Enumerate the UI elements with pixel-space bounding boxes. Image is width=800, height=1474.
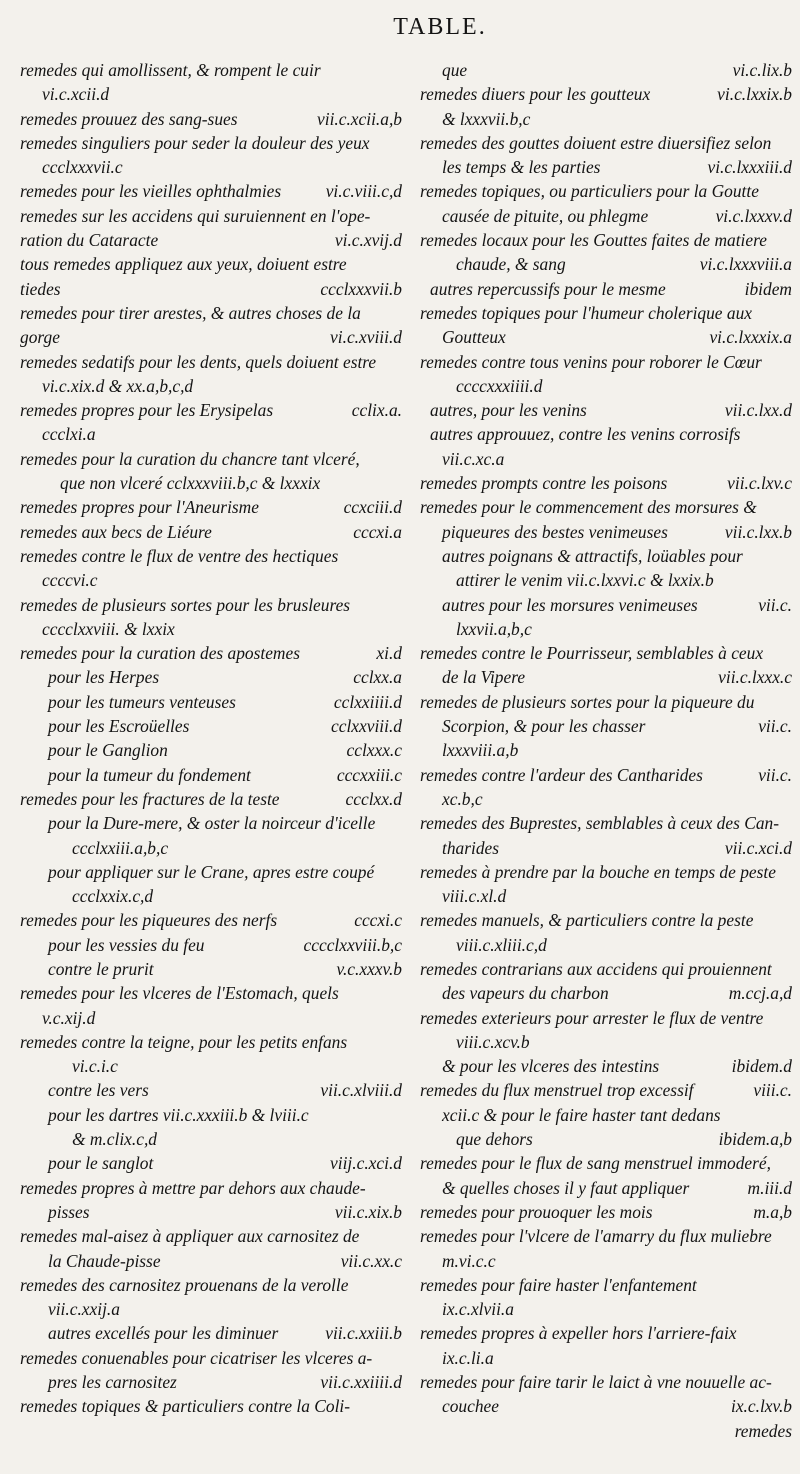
index-entry-line xyxy=(420,738,792,762)
index-entry-line xyxy=(20,155,402,179)
index-entry-line xyxy=(420,1321,792,1345)
index-entry-line xyxy=(20,884,402,908)
index-entry-line xyxy=(420,957,792,981)
entry-reference: m.ccj.a,d xyxy=(728,983,792,1004)
index-entry-line xyxy=(420,1346,792,1370)
index-entry-line xyxy=(20,1346,402,1370)
entry-text: xc.b,c xyxy=(442,788,483,809)
index-entry-line xyxy=(420,811,792,835)
entry-reference: xi.d xyxy=(376,643,402,664)
index-entry-line xyxy=(420,155,792,179)
entry-text: remedes pour le commencement des morsures & xyxy=(420,497,757,518)
index-entry-line xyxy=(20,422,402,446)
index-entry-line xyxy=(20,908,402,932)
index-entry-line xyxy=(420,981,792,1005)
index-entry-line xyxy=(420,763,792,787)
entry-reference: vii.c.xcii.a,b xyxy=(317,108,402,129)
entry-reference: vii.c.xlviii.d xyxy=(320,1080,402,1101)
entry-text: cccclxxviii. & lxxix xyxy=(42,618,175,639)
index-entry-line xyxy=(420,1006,792,1030)
entry-reference: vii.c.xxiii.b xyxy=(325,1323,402,1344)
entry-text: pour la tumeur du fondement xyxy=(48,764,251,785)
entry-text: & lxxxvii.b,c xyxy=(442,108,531,129)
entry-text: les temps & les parties xyxy=(442,157,601,178)
index-entry-line xyxy=(420,665,792,689)
index-entry-line xyxy=(420,1224,792,1248)
entry-reference: viii.c. xyxy=(753,1080,792,1101)
entry-text: ix.c.li.a xyxy=(442,1347,494,1368)
entry-text: remedes du flux menstruel trop excessif xyxy=(420,1080,694,1101)
index-entry-line xyxy=(20,325,402,349)
entry-text: remedes contre le Pourrisseur, semblables à ceux xyxy=(420,643,764,664)
index-entry-line xyxy=(20,1103,402,1127)
index-entry-line xyxy=(420,58,792,82)
index-entry-line xyxy=(20,58,402,82)
index-entry-line xyxy=(420,82,792,106)
entry-reference: vi.c.viii.c,d xyxy=(325,181,402,202)
entry-reference: vii.c.xci.d xyxy=(724,837,792,858)
entry-text: pour les Herpes xyxy=(48,667,160,688)
entry-text: ccclxxix.c,d xyxy=(72,886,154,907)
entry-text: viii.c.xcv.b xyxy=(456,1031,530,1052)
entry-reference: vi.c.lxxxiii.d xyxy=(707,157,792,178)
index-entry-line xyxy=(420,107,792,131)
entry-reference: cccxxiii.c xyxy=(336,764,402,785)
entry-text: tharides xyxy=(442,837,500,858)
index-entry-line xyxy=(420,471,792,495)
entry-text: remedes pour la curation des apostemes xyxy=(20,643,300,664)
entry-text: autres approuuez, contre les venins corrosifs xyxy=(430,424,741,445)
entry-text: remedes locaux pour les Gouttes faites de matiere xyxy=(420,230,767,251)
index-entry-line xyxy=(420,398,792,422)
index-entry-line xyxy=(420,787,792,811)
entry-text: remedes pour faire haster l'enfantement xyxy=(420,1274,697,1295)
index-entry-line xyxy=(20,714,402,738)
entry-reference: vii.c.lxx.d xyxy=(724,400,792,421)
entry-text: pour les Escroüelles xyxy=(48,716,190,737)
entry-text: remedes de plusieurs sortes pour la piqueure du xyxy=(420,691,755,712)
entry-text: remedes conuenables pour cicatriser les vlceres a- xyxy=(20,1347,373,1368)
entry-reference: cclxxiiii.d xyxy=(333,691,402,712)
entry-text: ccccvi.c xyxy=(42,570,98,591)
index-entry-line xyxy=(20,787,402,811)
index-entry-line xyxy=(20,1151,402,1175)
entry-text: remedes des gouttes doiuent estre diuersifiez selon xyxy=(420,132,772,153)
entry-text: vi.c.i.c xyxy=(72,1056,118,1077)
entry-text: remedes singuliers pour seder la douleur des yeux xyxy=(20,132,370,153)
index-entry-line xyxy=(20,544,402,568)
index-entry-line xyxy=(420,1176,792,1200)
index-entry-line xyxy=(20,374,402,398)
entry-text: remedes contre la teigne, pour les petits enfans xyxy=(20,1031,348,1052)
entry-text: pour le Ganglion xyxy=(48,740,168,761)
entry-text: vi.c.xcii.d xyxy=(42,84,110,105)
entry-text: remedes propres pour l'Aneurisme xyxy=(20,497,259,518)
entry-text: remedes topiques pour l'humeur cholerique aux xyxy=(420,302,752,323)
entry-text: remedes des Buprestes, semblables à ceux des Can- xyxy=(420,813,779,834)
entry-text: tiedes xyxy=(20,278,61,299)
entry-text: remedes exterieurs pour arrester le flux de ventre xyxy=(420,1007,764,1028)
index-entry-line xyxy=(420,1273,792,1297)
entry-text: pour la Dure-mere, & oster la noirceur d'icelle xyxy=(48,813,376,834)
index-entry-line xyxy=(20,131,402,155)
index-entry-line xyxy=(20,665,402,689)
entry-text: autres repercussifs pour le mesme xyxy=(430,278,666,299)
entry-text: Goutteux xyxy=(442,327,506,348)
entry-reference: vii.c. xyxy=(758,764,792,785)
entry-text: viii.c.xl.d xyxy=(442,886,507,907)
entry-text: remedes pour faire tarir le laict à vne nouuelle ac- xyxy=(420,1372,772,1393)
entry-text: remedes pour prouoquer les mois xyxy=(420,1201,653,1222)
entry-text: pisses xyxy=(48,1201,90,1222)
index-entry-line xyxy=(420,495,792,519)
index-entry-line xyxy=(420,325,792,349)
entry-reference: vii.c.lxx.b xyxy=(724,521,792,542)
entry-text: autres excellés pour les diminuer xyxy=(48,1323,279,1344)
entry-text: vi.c.xix.d & xx.a,b,c,d xyxy=(42,375,194,396)
index-entry-line xyxy=(420,422,792,446)
entry-reference: ccclxxxvii.b xyxy=(320,278,402,299)
entry-text: remedes contrarians aux accidens qui prouiennent xyxy=(420,958,772,979)
index-entry-line xyxy=(420,447,792,471)
index-entry-line xyxy=(420,860,792,884)
entry-text: remedes prouuez des sang-sues xyxy=(20,108,238,129)
entry-text: viii.c.xliii.c,d xyxy=(456,934,547,955)
index-entry-line xyxy=(20,1321,402,1345)
entry-text: remedes qui amollissent, & rompent le cuir xyxy=(20,60,321,80)
index-entry-line xyxy=(20,179,402,203)
index-entry-line xyxy=(20,107,402,131)
entry-reference: viij.c.xci.d xyxy=(330,1153,402,1174)
entry-reference: vi.c.lxxxviii.a xyxy=(699,254,792,275)
entry-reference: cccxi.c xyxy=(354,910,402,931)
entry-reference: vi.c.xviii.d xyxy=(330,327,402,348)
index-entry-line xyxy=(20,1224,402,1248)
index-entry-line xyxy=(420,714,792,738)
index-entry-line xyxy=(420,1419,792,1443)
entry-text: v.c.xij.d xyxy=(42,1007,96,1028)
entry-text: causée de pituite, ou phlegme xyxy=(442,205,649,226)
index-entry-line xyxy=(20,836,402,860)
entry-text: remedes pour les vlceres de l'Estomach, quels xyxy=(20,983,339,1004)
index-entry-line xyxy=(420,544,792,568)
entry-text: que non vlceré cclxxxviii.b,c & lxxxix xyxy=(60,473,321,494)
entry-text: piqueures des bestes venimeuses xyxy=(442,521,668,542)
index-entry-line xyxy=(20,1030,402,1054)
index-entry-line xyxy=(420,179,792,203)
entry-reference: cclxx.a xyxy=(353,667,402,688)
index-entry-line xyxy=(420,1151,792,1175)
index-entry-line xyxy=(420,836,792,860)
entry-text: ccclxxiii.a,b,c xyxy=(72,837,169,858)
entry-text: ccclxi.a xyxy=(42,424,96,445)
index-entry-line xyxy=(420,1370,792,1394)
entry-reference: vii.c.xxiiii.d xyxy=(320,1372,402,1393)
index-entry-line xyxy=(20,228,402,252)
entry-text: & quelles choses il y faut appliquer xyxy=(442,1177,690,1198)
entry-text: ccclxxxvii.c xyxy=(42,157,123,178)
entry-text: remedes pour tirer arestes, & autres choses de la xyxy=(20,302,361,323)
index-entry-line xyxy=(20,811,402,835)
entry-text: remedes propres à mettre par dehors aux chaude- xyxy=(20,1177,366,1198)
entry-text: remedes contre l'ardeur des Cantharides xyxy=(420,764,703,785)
index-entry-line xyxy=(420,1103,792,1127)
index-entry-line xyxy=(420,690,792,714)
index-entry-line xyxy=(20,350,402,374)
entry-text: remedes pour l'vlcere de l'amarry du flux muliebre xyxy=(420,1226,772,1247)
entry-text: tous remedes appliquez aux yeux, doiuent estre xyxy=(20,254,347,275)
index-entry-line xyxy=(20,738,402,762)
right-column xyxy=(420,58,792,1443)
entry-reference: cclxxviii.d xyxy=(331,716,402,737)
index-entry-line xyxy=(420,1030,792,1054)
entry-text: remedes pour les vieilles ophthalmies xyxy=(20,181,282,202)
entry-reference: vi.c.xvij.d xyxy=(334,230,402,251)
entry-text: Scorpion, & pour les chasser xyxy=(442,716,646,737)
index-entry-line xyxy=(420,641,792,665)
entry-text: remedes de plusieurs sortes pour les brusleures xyxy=(20,594,351,615)
index-entry-line xyxy=(420,350,792,374)
entry-text: remedes propres à expeller hors l'arriere-faix xyxy=(420,1323,737,1344)
entry-text: & m.clix.c,d xyxy=(72,1129,157,1150)
entry-text: lxxvii.a,b,c xyxy=(456,618,532,639)
entry-text: couchee xyxy=(442,1396,499,1417)
index-entry-line xyxy=(20,860,402,884)
index-entry-line xyxy=(420,1078,792,1102)
entry-reference: ix.c.lxv.b xyxy=(731,1396,792,1417)
index-entry-line xyxy=(420,1127,792,1151)
entry-text: remedes pour les piqueures des nerfs xyxy=(20,910,278,931)
entry-text: contre le prurit xyxy=(48,958,154,979)
entry-reference: cccclxxviii.b,c xyxy=(303,934,402,955)
index-entry-line xyxy=(420,374,792,398)
entry-reference: m.iii.d xyxy=(747,1177,792,1198)
entry-text: pour appliquer sur le Crane, apres estre coupé xyxy=(48,861,375,882)
entry-reference: m.a,b xyxy=(753,1201,792,1222)
entry-text: ix.c.xlvii.a xyxy=(442,1299,514,1320)
entry-reference: cclix.a. xyxy=(351,400,402,421)
entry-text: des vapeurs du charbon xyxy=(442,983,609,1004)
entry-text: remedes aux becs de Liéure xyxy=(20,521,212,542)
index-entry-line xyxy=(420,228,792,252)
entry-text: xcii.c & pour le faire haster tant dedans xyxy=(442,1104,721,1125)
index-entry-line xyxy=(20,520,402,544)
index-entry-line xyxy=(20,641,402,665)
entry-reference: v.c.xxxv.b xyxy=(336,958,402,979)
index-entry-line xyxy=(420,301,792,325)
entry-text: remedes contre tous venins pour roborer le Cœur xyxy=(420,351,762,372)
index-entry-line xyxy=(20,1127,402,1151)
index-entry-line xyxy=(20,1006,402,1030)
entry-text: remedes pour le flux de sang menstruel immoderé, xyxy=(420,1153,771,1174)
entry-text: la Chaude-pisse xyxy=(48,1250,161,1271)
entry-reference: cccxi.a xyxy=(353,521,402,542)
entry-text: de la Vipere xyxy=(442,667,526,688)
entry-reference: ibidem.a,b xyxy=(718,1129,792,1150)
index-entry-line xyxy=(420,204,792,228)
entry-text: chaude, & sang xyxy=(456,254,566,275)
index-entry-line xyxy=(420,908,792,932)
entry-reference: vii.c. xyxy=(758,716,792,737)
entry-text: pour les dartres vii.c.xxxiii.b & lviii.c xyxy=(48,1104,309,1125)
index-entry-line xyxy=(20,957,402,981)
entry-reference: vii.c. xyxy=(758,594,792,615)
entry-text: ration du Cataracte xyxy=(20,230,159,251)
index-entry-line xyxy=(420,1200,792,1224)
entry-text: pres les carnositez xyxy=(48,1372,177,1393)
index-entry-line xyxy=(420,1297,792,1321)
entry-text: vii.c.xxij.a xyxy=(48,1299,120,1320)
index-entry-line xyxy=(20,1273,402,1297)
entry-text: pour les vessies du feu xyxy=(48,934,205,955)
index-entry-line xyxy=(20,1370,402,1394)
index-entry-line xyxy=(20,252,402,276)
entry-reference: vi.c.lxxix.b xyxy=(717,84,792,105)
entry-text: que dehors xyxy=(456,1129,533,1150)
entry-reference: vii.c.xix.b xyxy=(334,1201,402,1222)
entry-text: pour les tumeurs venteuses xyxy=(48,691,236,712)
entry-text: remedes diuers pour les goutteux xyxy=(420,84,651,105)
entry-text: autres, pour les venins xyxy=(430,400,587,421)
entry-reference: vii.c.lxv.c xyxy=(727,473,792,494)
entry-reference: vi.c.lxxxix.a xyxy=(709,327,792,348)
index-entry-line xyxy=(20,277,402,301)
index-entry-line xyxy=(420,277,792,301)
index-entry-line xyxy=(20,617,402,641)
entry-text: remedes pour la curation du chancre tant vlceré, xyxy=(20,448,360,469)
index-entry-line xyxy=(20,447,402,471)
entry-reference: cclxxx.c xyxy=(346,740,402,761)
entry-reference: vii.c.lxxx.c xyxy=(718,667,792,688)
entry-reference: ibidem.d xyxy=(731,1056,792,1077)
entry-text: remedes sedatifs pour les dents, quels doiuent estre xyxy=(20,351,377,372)
entry-text: remedes des carnositez prouenans de la verolle xyxy=(20,1274,349,1295)
index-entry-line xyxy=(420,520,792,544)
index-entry-line xyxy=(20,1200,402,1224)
index-entry-line xyxy=(420,131,792,155)
entry-text: remedes contre le flux de ventre des hectiques xyxy=(20,545,339,566)
entry-text: remedes topiques, ou particuliers pour la Goutte xyxy=(420,181,759,202)
index-entry-line xyxy=(20,1249,402,1273)
index-entry-line xyxy=(20,1078,402,1102)
index-entry-line xyxy=(20,690,402,714)
entry-reference: remedes xyxy=(734,1420,792,1441)
index-entry-line xyxy=(20,82,402,106)
entry-text: remedes topiques & particuliers contre la Coli- xyxy=(20,1396,351,1417)
entry-text: remedes sur les accidens qui suruiennent en l'ope- xyxy=(20,205,371,226)
entry-reference: ccclxx.d xyxy=(345,788,402,809)
index-entry-line xyxy=(420,593,792,617)
entry-text: pour le sanglot xyxy=(48,1153,154,1174)
index-entry-line xyxy=(420,568,792,592)
entry-text: & pour les vlceres des intestins xyxy=(442,1056,660,1077)
index-entry-line xyxy=(20,1176,402,1200)
entry-text: attirer le venim vii.c.lxxvi.c & lxxix.b xyxy=(456,570,714,591)
entry-reference: vii.c.xx.c xyxy=(340,1250,402,1271)
index-entry-line xyxy=(20,1054,402,1078)
left-column xyxy=(20,58,402,1419)
entry-text: autres pour les morsures venimeuses xyxy=(442,594,698,615)
entry-reference: ccxciii.d xyxy=(343,497,402,518)
index-entry-line xyxy=(420,933,792,957)
index-entry-line xyxy=(420,884,792,908)
index-entry-line xyxy=(20,593,402,617)
index-entry-line xyxy=(20,495,402,519)
index-entry-line xyxy=(20,398,402,422)
index-entry-line xyxy=(420,252,792,276)
entry-reference: vi.c.lxxxv.d xyxy=(715,205,792,226)
index-entry-line xyxy=(420,617,792,641)
entry-text: ccccxxxiiii.d xyxy=(456,375,543,396)
entry-text: remedes prompts contre les poisons xyxy=(420,473,668,494)
index-entry-line xyxy=(420,1394,792,1418)
index-entry-line xyxy=(20,301,402,325)
entry-text: remedes manuels, & particuliers contre la peste xyxy=(420,910,754,931)
entry-text: contre les vers xyxy=(48,1080,149,1101)
entry-reference: vi.c.lix.b xyxy=(732,60,792,80)
index-entry-line xyxy=(20,981,402,1005)
entry-text: remedes mal-aisez à appliquer aux carnositez de xyxy=(20,1226,360,1247)
index-entry-line xyxy=(20,1297,402,1321)
index-entry-line xyxy=(20,763,402,787)
entry-text: remedes propres pour les Erysipelas xyxy=(20,400,274,421)
index-entry-line xyxy=(420,1054,792,1078)
index-entry-line xyxy=(20,568,402,592)
page-header: TABLE. xyxy=(393,14,487,40)
index-entry-line xyxy=(20,471,402,495)
entry-text: lxxxviii.a,b xyxy=(442,740,519,761)
index-entry-line xyxy=(20,1394,402,1418)
index-entry-line xyxy=(20,933,402,957)
entry-text: remedes pour les fractures de la teste xyxy=(20,788,280,809)
index-entry-line xyxy=(20,204,402,228)
entry-text: autres poignans & attractifs, loüables pour xyxy=(442,545,743,566)
entry-text: remedes à prendre par la bouche en temps de peste xyxy=(420,861,776,882)
index-entry-line xyxy=(420,1249,792,1273)
entry-text: vii.c.xc.a xyxy=(442,448,505,469)
entry-text: m.vi.c.c xyxy=(442,1250,496,1271)
entry-text: gorge xyxy=(20,327,60,348)
entry-reference: ibidem xyxy=(744,278,792,299)
entry-text: que xyxy=(442,60,468,80)
